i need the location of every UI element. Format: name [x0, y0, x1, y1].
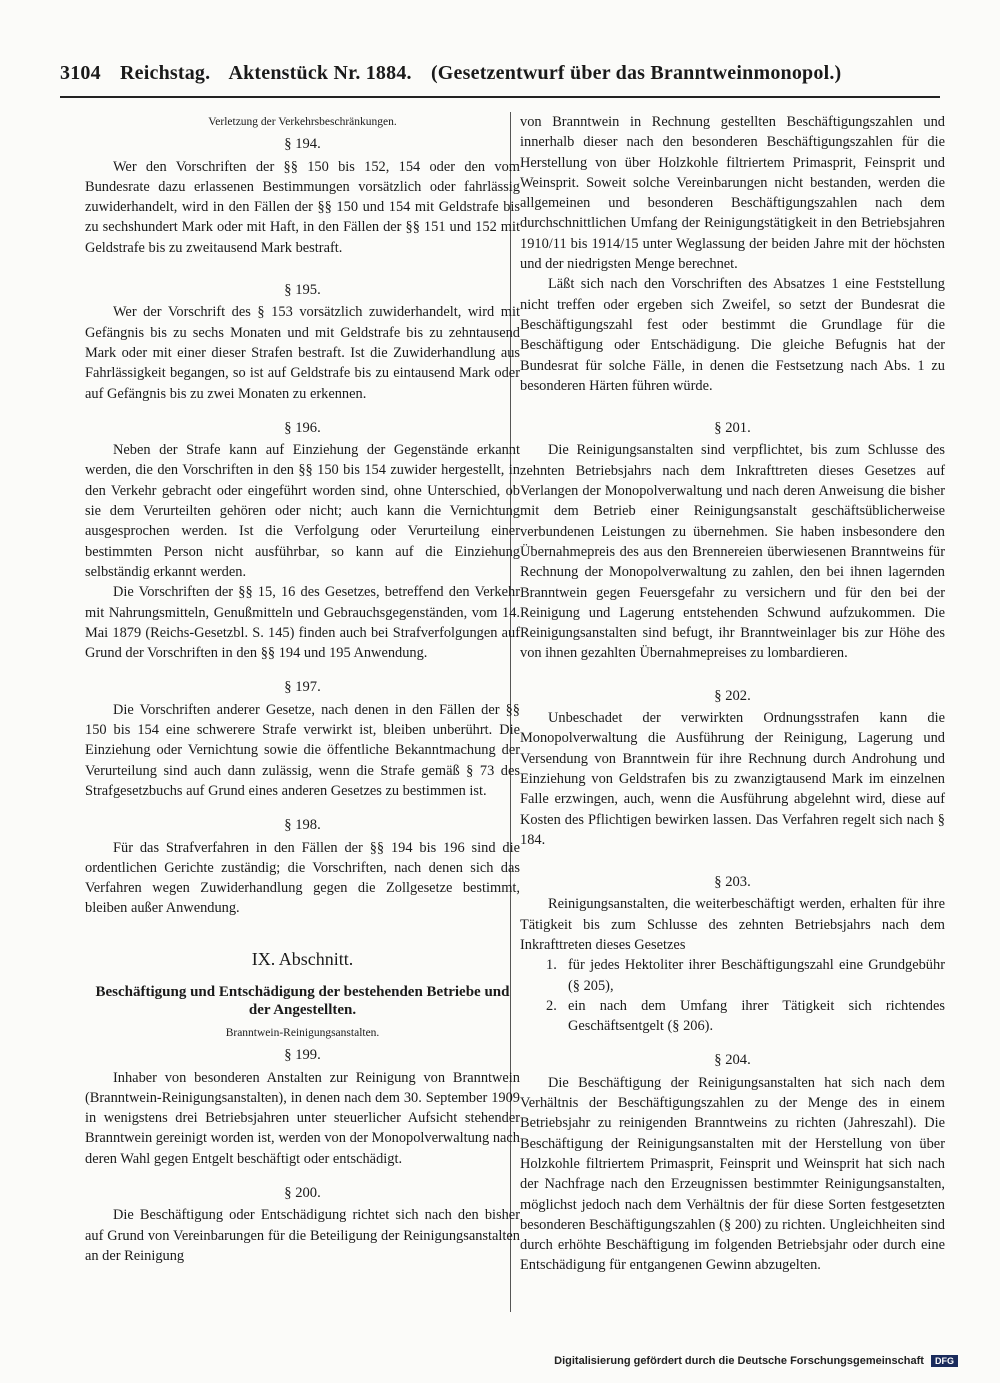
footer-attribution	[554, 1355, 958, 1367]
header-title: (Gesetzentwurf über das Branntweinmonopol.)	[430, 62, 842, 84]
paragraph: von Branntwein in Rechnung gestellten Beschäftigungszahlen und innerhalb dieser nach den besonderen Beschäftigungszahlen für die Herstellung von über Holzkohle filtriertem Primasprit, Feinsprit und Weinsprit. Soweit solche Vereinbarungen nicht bestanden, werden die allgemeinen und besonderen Beschäftigungszahlen nach dem durchschnittlichen Umfang der Reinigungstätigkeit in den Betriebsjahren 1910/11 bis 1914/15 unter Weglassung der beiden Jahre mit der höchsten und der niedrigsten Menge berechnet.	[520, 114, 945, 273]
section-heading: § 201.	[714, 420, 751, 437]
list-item-number: 2.	[546, 997, 557, 1014]
section-heading: § 194.	[284, 136, 321, 153]
chapter-title: Beschäftigung und Entschädigung der bestehenden Betriebe und der Angestellten.	[95, 983, 510, 1018]
left-column	[85, 112, 520, 1266]
dfg-logo-icon: DFG	[931, 1355, 958, 1367]
paragraph: Die Beschäftigung der Reinigungsanstalten hat sich nach dem Verhältnis der Beschäftigungszahlen zu der Menge des in einem Betriebsjahr zu reinigenden Branntweins zu richten (Jahreszahl). Die Beschäftigung der Reinigungsanstalten mit der Herstellung von über Holzkohle filtriertem Primasprit, Feinsprit und Weinsprit hat sich nach der Nachfrage nach den Erzeugnissen bestimmter Reinigungsanstalten, möglichst jedoch nach dem Verhältnis der für diese Sorten festgesetzten besonderen Beschäftigungszahlen (§ 200) zu richten. Ungleichheiten sind durch erhöhte Beschäftigung im folgenden Betriebsjahr oder durch eine Entschädigung für entgangenen Gewinn abzugelten.	[520, 1074, 945, 1274]
header-doc-number: Aktenstück Nr. 1884.	[228, 62, 412, 84]
section-subhead: Verletzung der Verkehrsbeschränkungen.	[208, 116, 397, 128]
list-item-text: für jedes Hektoliter ihrer Beschäftigungszahl eine Grundgebühr (§ 205),	[568, 957, 945, 994]
list-item	[520, 955, 945, 996]
header-rule	[60, 96, 940, 98]
section-heading: § 203.	[714, 874, 751, 891]
page-number: 3104	[60, 62, 101, 84]
page-header	[60, 62, 940, 94]
list-item-number: 1.	[546, 957, 557, 974]
right-column	[520, 112, 945, 1276]
section-heading: § 202.	[714, 687, 751, 704]
section-subhead: Branntwein-Reinigungsanstalten.	[225, 1026, 380, 1039]
paragraph: Die Reinigungsanstalten sind verpflichtet, bis zum Schlusse des zehnten Betriebsjahrs nach dem Inkrafttreten dieses Gesetzes auf Verlangen der Monopolverwaltung und nach deren Anweisung die bisher mit dem Betrieb einer Reinigungsanstalt geschäftsüblicherweise verbundenen Leistungen zu übernehmen. Sie haben insbesondere den Übernahmepreis des aus den Brennereien überwiesenen Branntweins für Rechnung der Monopolverwaltung zu zahlen, den bei ihnen lagernden Branntwein gegen Feuersgefahr zu versichern und für den bei der Reinigung und Lagerung entstehenden Schwund aufzukommen. Die Reinigungsanstalten sind befugt, ihr Branntweinlager bis zur Höhe des von ihnen gezahlten Übernahmepreises zu lombardieren.	[520, 442, 945, 662]
paragraph: Inhaber von besonderen Anstalten zur Reinigung von Branntwein (Branntwein-Reinigungsanstalten), in denen nach dem 30. September 1909 in wenigstens drei Betriebsjahren unter steuerlicher Aufsicht stehender Branntwein gereinigt worden ist, werden von der Monopolverwaltung nach deren Wahl gegen Entgelt beschäftigt oder entschädigt.	[85, 1069, 520, 1167]
section-heading: § 204.	[714, 1052, 751, 1069]
paragraph: Die Vorschriften anderer Gesetze, nach denen in den Fällen der §§ 150 bis 154 eine schwerere Strafe verwirkt ist, bleiben unberührt. Die Einziehung oder Vernichtung sowie die öffentliche Bekanntmachung der Verurteilung sind auch dann zulässig, wenn die Strafe gemäß § 73 des Strafgesetzbuchs auf Grund eines anderen Gesetzes zu bestimmen ist.	[85, 701, 520, 799]
paragraph: Neben der Strafe kann auf Einziehung der Gegenstände erkannt werden, die den Vorschriften in den §§ 150 bis 154 zuwider hergestellt, in den Verkehr gebracht oder eingeführt worden sind, ohne Unterschied, ob sie dem Verurteilten gehören oder nicht; auch kann die Vernichtung ausgesprochen werden. Ist die Verfolgung oder Verurteilung einer bestimmten Person nicht ausführbar, so kann auf die Einziehung selbständig erkannt werden.	[85, 442, 520, 580]
paragraph: Die Beschäftigung oder Entschädigung richtet sich nach den bisher auf Grund von Vereinbarungen für die Beteiligung der Reinigungsanstalten an der Reinigung	[85, 1207, 520, 1264]
section-heading: § 199.	[284, 1047, 321, 1064]
paragraph: Läßt sich nach den Vorschriften des Absatzes 1 eine Feststellung nicht treffen oder ergeben sich Zweifel, so setzt der Bundesrat die Beschäftigungszahl fest oder bestimmt die Grundlage für die Beschäftigung oder Entschädigung. Die gleiche Befugnis hat der Bundesrat für solche Fälle, in denen die Festsetzung nach Abs. 1 zu besonderen Härten führen würde.	[520, 276, 945, 394]
section-heading: § 198.	[284, 817, 321, 834]
chapter-heading: IX. Abschnitt.	[251, 948, 354, 969]
paragraph: Für das Strafverfahren in den Fällen der §§ 194 bis 196 sind die ordentlichen Gerichte zuständig; die Vorschriften, nach denen sich das Verfahren wegen Zuwiderhandlung gegen die Zollgesetze bestimmt, bleiben außer Anwendung.	[85, 839, 520, 917]
paragraph: Unbeschadet der verwirkten Ordnungsstrafen kann die Monopolverwaltung die Ausführung der Reinigung, Lagerung und Versendung von Branntwein für ihre Rechnung durch Androhung und Einziehung von Geldstrafen bis zu zwanzigtausend Mark im einzelnen Falle erzwingen, auch, wenn die Ausführung abgelehnt wird, diese auf Kosten des Pflichtigen bewirken lassen. Das Verfahren regelt sich nach § 184.	[520, 710, 945, 848]
list-item	[520, 996, 945, 1037]
paragraph: Die Vorschriften der §§ 15, 16 des Gesetzes, betreffend den Verkehr mit Nahrungsmitteln, Genußmitteln und Gebrauchsgegenständen, vom 14. Mai 1879 (Reichs-Gesetzbl. S. 145) finden auch bei Strafverfolgungen auf Grund der Vorschriften in den §§ 194 und 195 Anwendung.	[85, 584, 520, 662]
section-heading: § 197.	[284, 679, 321, 696]
header-body: Reichstag.	[120, 62, 211, 84]
section-heading: § 195.	[284, 282, 321, 299]
section-heading: § 200.	[284, 1185, 321, 1202]
list-item-text: ein nach dem Umfang ihrer Tätigkeit sich richtendes Geschäftsentgelt (§ 206).	[568, 997, 945, 1035]
footer-text: Digitalisierung gefördert durch die Deutsche Forschungsgemeinschaft	[554, 1354, 924, 1367]
paragraph: Wer den Vorschriften der §§ 150 bis 152, 154 oder den vom Bundesrate dazu erlassenen Bestimmungen vorsätzlich oder fahrlässig zuwiderhandelt, wird in den Fällen der §§ 150 und 154 mit Geldstrafe bis zu sechshundert Mark oder mit Haft, in den Fällen der §§ 151 und 152 mit Geldstrafe bis zu zweitausend Mark bestraft.	[85, 158, 520, 256]
paragraph: Wer der Vorschrift des § 153 vorsätzlich zuwiderhandelt, wird mit Gefängnis bis zu sechs Monaten und mit Geldstrafe bis zu zehntausend Mark oder mit einer dieser Strafen bestraft. Ist die Zuwiderhandlung aus Fahrlässigkeit begangen, so ist auf Geldstrafe bis zu eintausend Mark oder auf Gefängnis bis zu zwei Monaten zu erkennen.	[85, 304, 520, 402]
section-heading: § 196.	[284, 419, 321, 436]
paragraph: Reinigungsanstalten, die weiterbeschäftigt werden, erhalten für ihre Tätigkeit bis zum Schlusse des zehnten Betriebsjahrs nach dem Inkrafttreten dieses Gesetzes	[520, 896, 945, 953]
